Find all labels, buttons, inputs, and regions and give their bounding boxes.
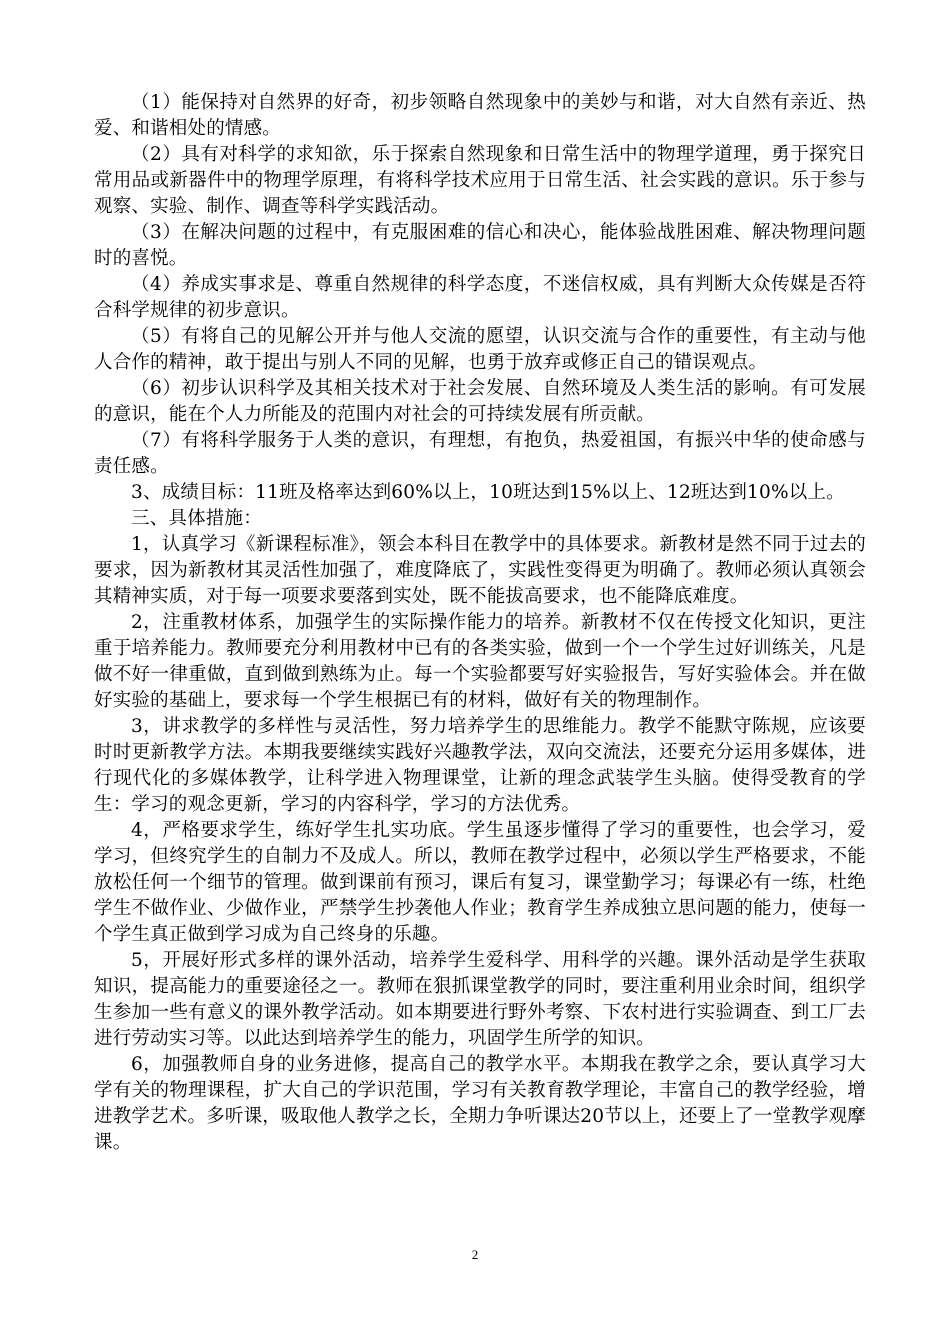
paragraph-attitude-7: （7）有将科学服务于人类的意识，有理想，有抱负，热爱祖国，有振兴中华的使命感与责任感。 (94, 430, 866, 477)
paragraph-attitude-6: （6）初步认识科学及其相关技术对于社会发展、自然环境及人类生活的影响。有可发展的意识，能在个人力所能及的范围内对社会的可持续发展有所贡献。 (94, 378, 866, 425)
paragraph-measure-4: 4，严格要求学生，练好学生扎实功底。学生虽逐步懂得了学习的重要性，也会学习，爱学习，但终究学生的自制力不及成人。所以，教师在教学过程中，必须以学生严格要求，不能放松任何一个细节的管理。做到课前有预习，课后有复习，课堂勤学习；每课必有一练，杜绝学生不做作业、少做作业，严禁学生抄袭他人作业；教育学生养成独立思问题的能力，使每一个学生真正做到学习成为自己终身的乐趣。 (94, 820, 866, 945)
paragraph-attitude-5: （5）有将自己的见解公开并与他人交流的愿望，认识交流与合作的重要性，有主动与他人合作的精神，敢于提出与别人不同的见解，也勇于放弃或修正自己的错误观点。 (94, 326, 866, 373)
paragraph-measure-2: 2，注重教材体系，加强学生的实际操作能力的培养。新教材不仅在传授文化知识，更注重于培养能力。教师要充分利用教材中已有的各类实验，做到一个一个学生过好训练关，凡是做不好一律重做，直到做到熟练为止。每一个实验都要写好实验报告，写好实验体会。并在做好实验的基础上，要求每一个学生根据已有的材料，做好有关的物理制作。 (94, 612, 866, 711)
paragraph-measure-1: 1，认真学习《新课程标准》，领会本科目在教学中的具体要求。新教材是然不同于过去的要求，因为新教材其灵活性加强了，难度降底了，实践性变得更为明确了。教师必须认真领会其精神实质，对于每一项要求要落到实处，既不能拔高要求，也不能降底难度。 (94, 534, 866, 607)
page-number: 2 (471, 1247, 479, 1262)
document-body (94, 90, 866, 1156)
paragraph-measure-3: 3，讲求教学的多样性与灵活性，努力培养学生的思维能力。教学不能默守陈规，应该要时时更新教学方法。本期我要继续实践好兴趣教学法，双向交流法，还要充分运用多媒体，进行现代化的多媒体教学，让科学进入物理课堂，让新的理念武装学生头脑。使得受教育的学生：学习的观念更新，学习的内容科学，学习的方法优秀。 (94, 716, 866, 815)
paragraph-attitude-3: （3）在解决问题的过程中，有克服困难的信心和决心，能体验战胜困难、解决物理问题时的喜悦。 (94, 222, 866, 269)
paragraph-measure-6: 6，加强教师自身的业务进修，提高自己的教学水平。本期我在教学之余，要认真学习大学有关的物理课程，扩大自己的学识范围，学习有关教育教学理论，丰富自己的教学经验，增进教学艺术。多听课，吸取他人教学之长，全期力争听课达20节以上，还要上了一堂教学观摩课。 (94, 1054, 866, 1153)
paragraph-attitude-1: （1）能保持对自然界的好奇，初步领略自然现象中的美妙与和谐，对大自然有亲近、热爱、和谐相处的情感。 (94, 92, 866, 139)
section-heading-measures: 三、具体措施： (131, 508, 262, 529)
paragraph-measure-5: 5，开展好形式多样的课外活动，培养学生爱科学、用科学的兴趣。课外活动是学生获取知识，提高能力的重要途径之一。教师在狠抓课堂教学的同时，要注重利用业余时间，组织学生参加一些有意义的课外教学活动。如本期要进行野外考察、下农村进行实验调查、到工厂去进行劳动实习等。以此达到培养学生的能力，巩固学生所学的知识。 (94, 950, 866, 1049)
paragraph-attitude-4: （4）养成实事求是、尊重自然规律的科学态度，不迷信权威，具有判断大众传媒是否符合科学规律的初步意识。 (94, 274, 866, 321)
paragraph-score-target: 3、成绩目标：11班及格率达到60%以上，10班达到15%以上、12班达到10%以上。 (131, 482, 845, 503)
paragraph-attitude-2: （2）具有对科学的求知欲，乐于探索自然现象和日常生活中的物理学道理，勇于探究日常用品或新器件中的物理学原理，有将科学技术应用于日常生活、社会实践的意识。乐于参与观察、实验、制作、调查等科学实践活动。 (94, 144, 866, 217)
